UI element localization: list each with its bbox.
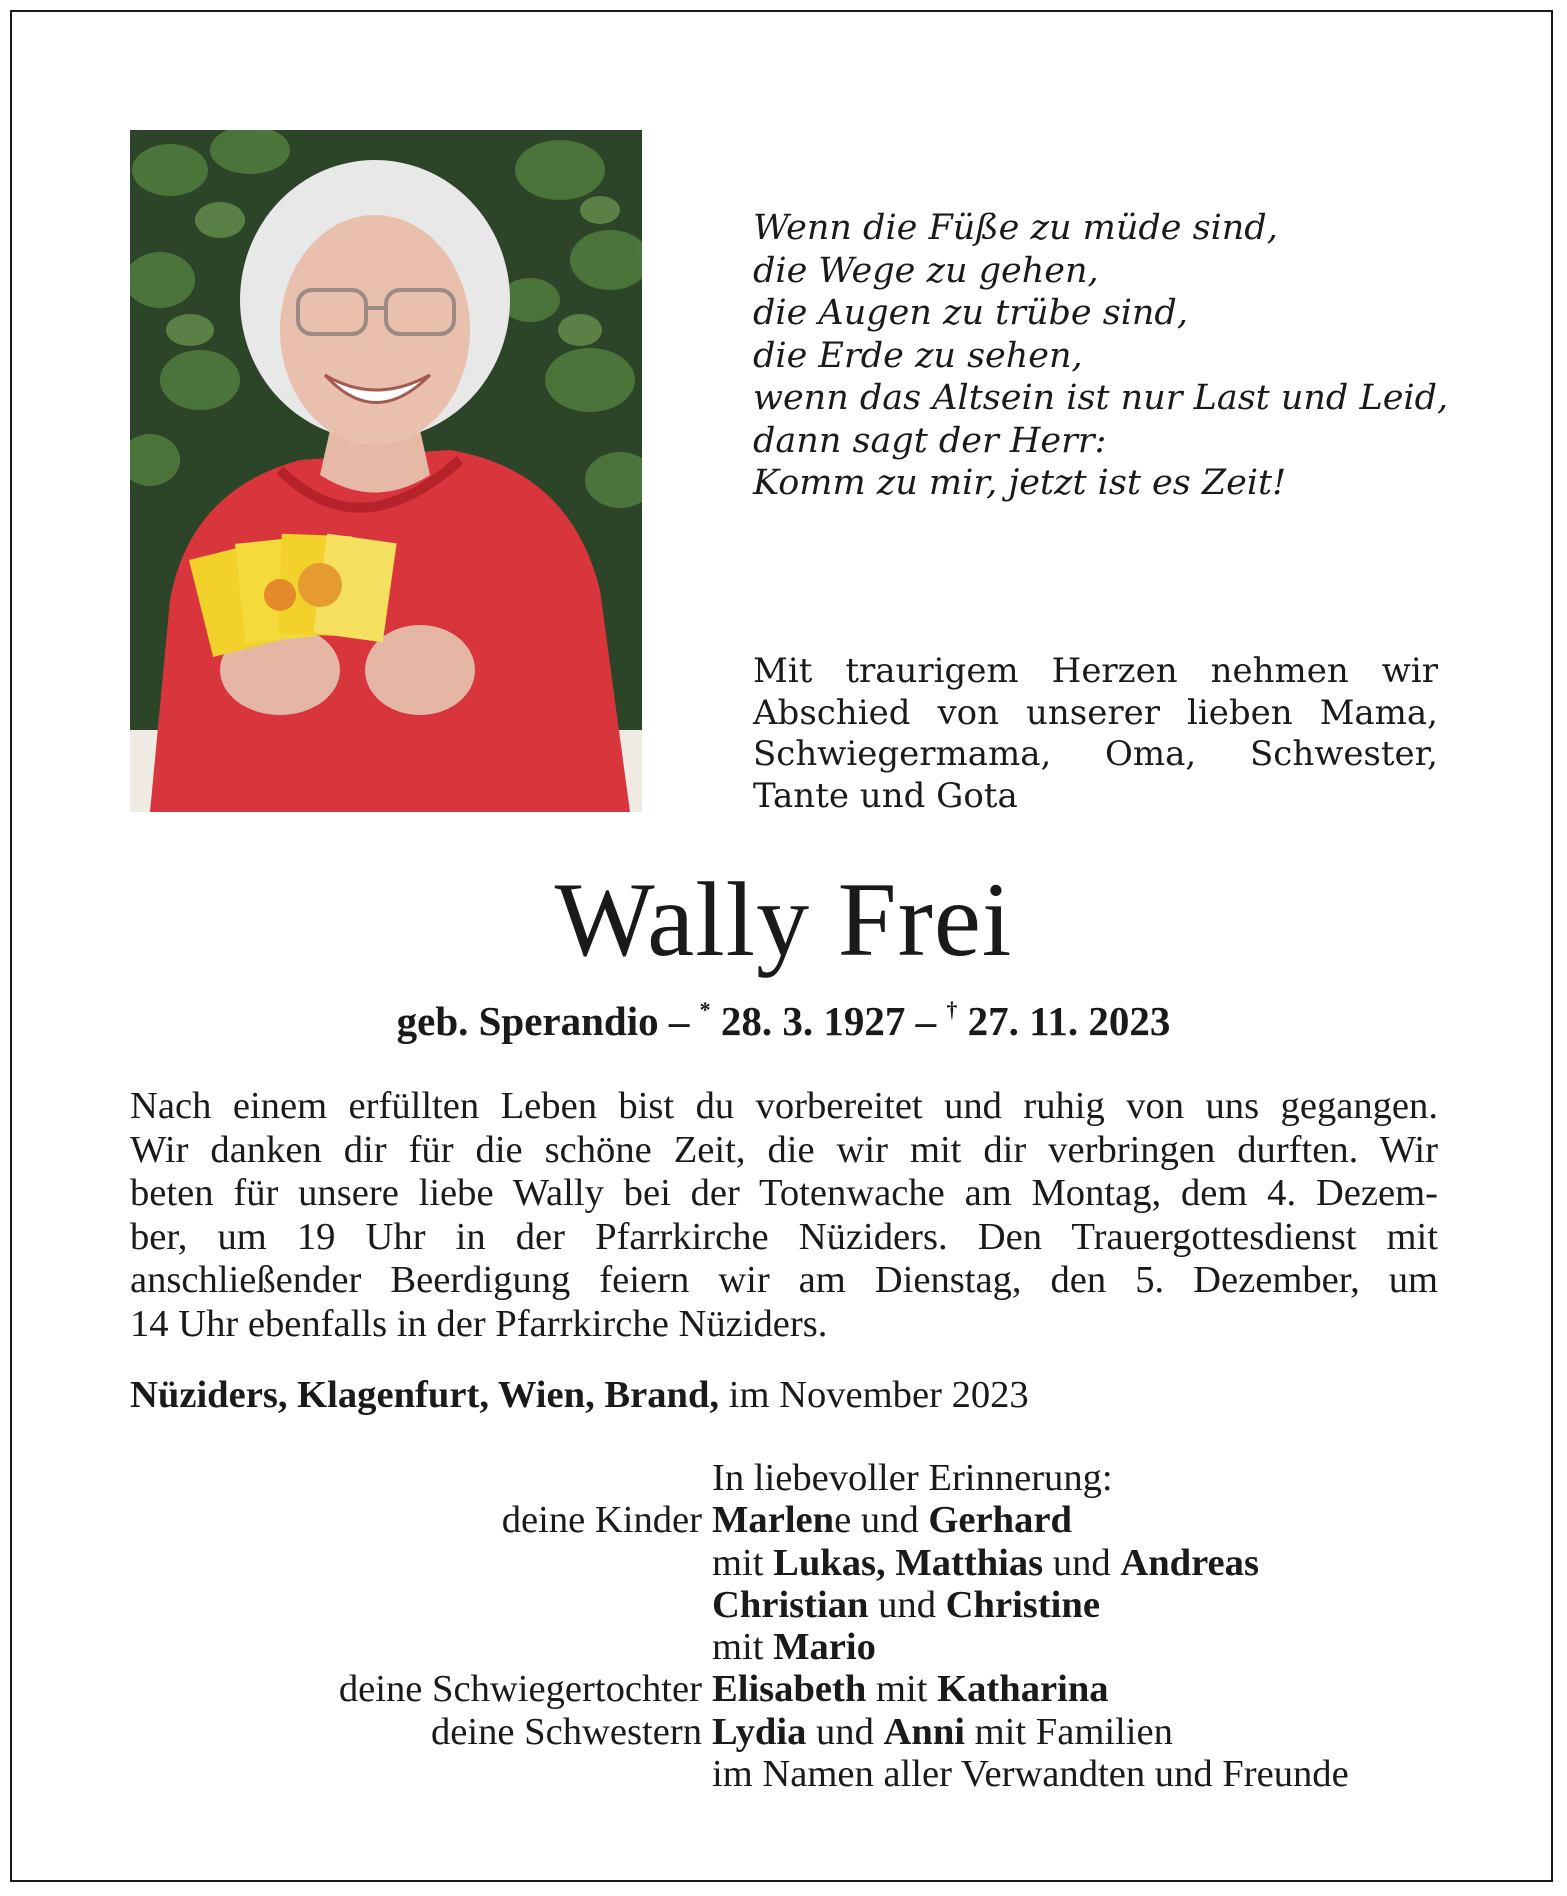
relative-names: [712, 1668, 1440, 1710]
signature-header-row: [130, 1457, 1440, 1499]
relative-name: Andreas: [1120, 1541, 1259, 1584]
signature-row: [130, 1499, 1440, 1541]
born-name: geb. Sperandio: [396, 998, 659, 1044]
connector-text: mit: [866, 1668, 938, 1711]
relative-name: Christian: [712, 1583, 869, 1626]
connector-text: im Namen aller Verwandten und Freunde: [712, 1753, 1349, 1796]
relative-name: Katharina: [937, 1668, 1109, 1711]
relation-label: [130, 1584, 712, 1626]
signature-row: [130, 1542, 1440, 1584]
text-line: 14 Uhr ebenfalls in der Pfarrkirche Nüziders.: [130, 1302, 828, 1345]
relation-label: deine Schwiegertochter: [338, 1668, 702, 1711]
relation-label: deine Kinder: [501, 1499, 702, 1542]
signature-header: In liebevoller Erinnerung:: [712, 1457, 1113, 1499]
relative-name: Christine: [945, 1583, 1100, 1626]
relative-names: [712, 1499, 1440, 1541]
connector-text: e und: [834, 1499, 929, 1542]
birth-date: 28. 3. 1927: [710, 998, 906, 1044]
portrait-photo: [130, 130, 642, 812]
text-line: ber, um 19 Uhr in der Pfarrkirche Nüziders. Den Trauergottesdienst mit: [130, 1215, 1438, 1258]
birth-death-line: [0, 996, 1567, 1046]
poem-line: Komm zu mir, jetzt ist es Zeit!: [753, 463, 1287, 503]
relative-name: Mario: [773, 1626, 876, 1669]
relative-names: [712, 1584, 1440, 1626]
relative-name: Gerhard: [928, 1499, 1072, 1542]
birth-symbol: *: [699, 997, 711, 1022]
relative-names: [712, 1542, 1440, 1584]
connector-text: mit: [712, 1541, 774, 1584]
portrait-illustration: [130, 130, 642, 812]
signature-row: [130, 1711, 1440, 1753]
connector-text: und: [1043, 1541, 1121, 1584]
text-line: Wir danken dir für die schöne Zeit, die wir mit dir verbringen durften. Wir: [130, 1128, 1438, 1171]
relative-name: Lukas, Matthias: [773, 1541, 1044, 1584]
poem: [753, 207, 1453, 505]
death-date: 27. 11. 2023: [957, 998, 1171, 1044]
relative-names: [712, 1753, 1440, 1795]
connector-text: und: [806, 1710, 884, 1753]
separator: –: [658, 998, 700, 1044]
poem-line: die Wege zu gehen,: [753, 250, 1099, 291]
poem-line: Wenn die Füße zu müde sind,: [753, 208, 1278, 248]
signature-block: [130, 1457, 1440, 1795]
poem-line: die Erde zu sehen,: [753, 335, 1083, 376]
relative-name: Elisabeth: [712, 1668, 867, 1711]
deceased-name: Wally Frei: [554, 861, 1013, 978]
date-text: im November 2023: [719, 1374, 1029, 1416]
death-symbol: †: [946, 997, 958, 1022]
poem-line: wenn das Altsein ist nur Last und Leid,: [753, 378, 1449, 418]
text-line: anschließender Beerdigung feiern wir am Dienstag, den 5. Dezember, um: [130, 1259, 1438, 1301]
places: Nüziders, Klagenfurt, Wien, Brand,: [130, 1374, 720, 1416]
relative-name: Marlen: [712, 1499, 835, 1542]
connector-text: mit: [712, 1626, 774, 1669]
poem-line: die Augen zu trübe sind,: [753, 293, 1188, 333]
relative-name: Anni: [883, 1710, 966, 1753]
intro-text: Mit traurigem Herzen nehmen wir Abschied von unserer lieben Mama, Schwiegermama, Oma, Schwester, Tante und Gota: [753, 651, 1438, 816]
separator: –: [905, 998, 947, 1044]
signature-row: [130, 1626, 1440, 1668]
signature-row: [130, 1668, 1440, 1710]
places-date: [130, 1372, 1430, 1418]
relative-names: [712, 1626, 1440, 1668]
connector-text: und: [868, 1583, 946, 1626]
signature-row: [130, 1584, 1440, 1626]
relative-names: [712, 1711, 1440, 1753]
signature-rows: [130, 1499, 1440, 1795]
text-line: Nach einem erfüllten Leben bist du vorbereitet und ruhig von uns gegangen.: [130, 1085, 1438, 1127]
text-line: beten für unsere liebe Wally bei der Totenwache am Montag, dem 4. Dezem-: [130, 1172, 1438, 1214]
relative-name: Lydia: [712, 1710, 807, 1753]
signature-row: [130, 1753, 1440, 1795]
relation-label: deine Schwestern: [430, 1710, 702, 1753]
relation-label: [130, 1626, 712, 1668]
relation-label: [130, 1753, 712, 1795]
connector-text: mit Familien: [965, 1710, 1173, 1753]
announcement-text: [130, 1085, 1438, 1346]
relation-label: [130, 1542, 712, 1584]
poem-line: dann sagt der Herr:: [753, 420, 1107, 461]
